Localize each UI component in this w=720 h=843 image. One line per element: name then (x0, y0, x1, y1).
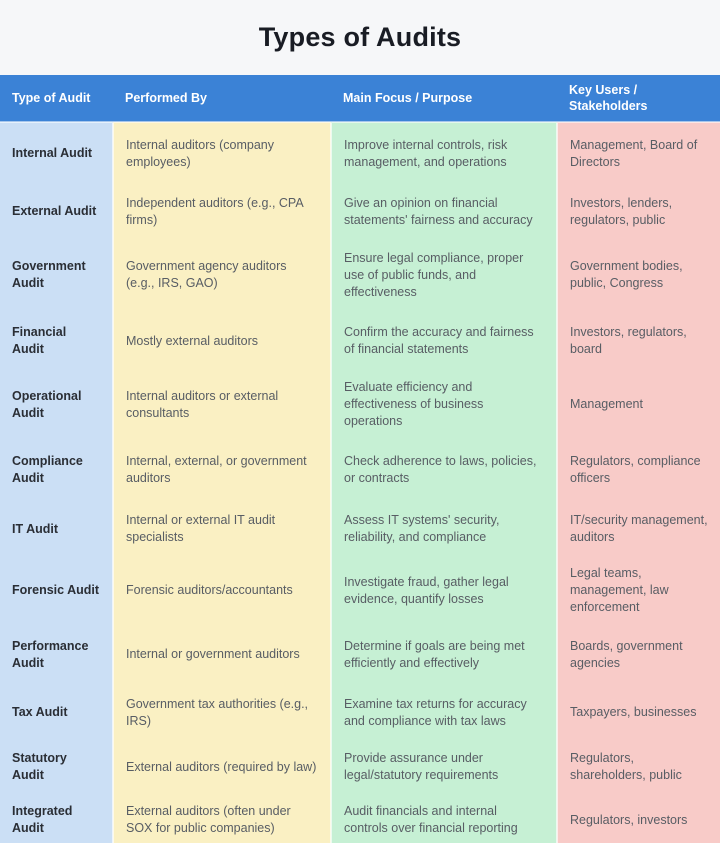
cell-performed-by: External auditors (often under SOX for public companies) (113, 794, 331, 843)
cell-audit-type: Integrated Audit (0, 794, 113, 843)
table-row (0, 624, 720, 685)
table-row (0, 501, 720, 557)
cell-users: Management (557, 371, 720, 438)
cell-audit-type: Operational Audit (0, 371, 113, 438)
cell-performed-by: Internal auditors (company employees) (113, 122, 331, 184)
cell-focus: Assess IT systems' security, reliability, and compliance (331, 501, 557, 557)
cell-audit-type: Statutory Audit (0, 740, 113, 794)
cell-users: Investors, lenders, regulators, public (557, 184, 720, 239)
table-row (0, 438, 720, 501)
cell-audit-type: Financial Audit (0, 311, 113, 371)
cell-performed-by: Government tax authorities (e.g., IRS) (113, 685, 331, 740)
cell-performed-by: External auditors (required by law) (113, 740, 331, 794)
title-band (0, 0, 720, 75)
cell-users: Regulators, investors (557, 794, 720, 843)
page-title: Types of Audits (258, 22, 462, 52)
table-row (0, 794, 720, 843)
cell-focus: Evaluate efficiency and effectiveness of business operations (331, 371, 557, 438)
cell-users: Taxpayers, businesses (557, 685, 720, 740)
cell-users: Regulators, compliance officers (557, 438, 720, 501)
cell-performed-by: Mostly external auditors (113, 311, 331, 371)
cell-audit-type: Government Audit (0, 239, 113, 311)
cell-focus: Determine if goals are being met efficiently and effectively (331, 624, 557, 685)
cell-audit-type: External Audit (0, 184, 113, 239)
cell-focus: Audit financials and internal controls over financial reporting (331, 794, 557, 843)
cell-audit-type: Tax Audit (0, 685, 113, 740)
cell-performed-by: Internal auditors or external consultants (113, 371, 331, 438)
table-row (0, 239, 720, 311)
audits-table (0, 75, 720, 843)
cell-users: Investors, regulators, board (557, 311, 720, 371)
cell-users: Legal teams, management, law enforcement (557, 557, 720, 624)
cell-focus: Improve internal controls, risk management, and operations (331, 122, 557, 184)
cell-focus: Provide assurance under legal/statutory requirements (331, 740, 557, 794)
cell-users: Government bodies, public, Congress (557, 239, 720, 311)
cell-focus: Confirm the accuracy and fairness of financial statements (331, 311, 557, 371)
table-row (0, 557, 720, 624)
cell-audit-type: Forensic Audit (0, 557, 113, 624)
header-cell-performed-by: Performed By (113, 75, 331, 122)
cell-users: Regulators, shareholders, public (557, 740, 720, 794)
table-row (0, 371, 720, 438)
cell-users: Management, Board of Directors (557, 122, 720, 184)
cell-performed-by: Internal, external, or government auditors (113, 438, 331, 501)
cell-performed-by: Government agency auditors (e.g., IRS, GAO) (113, 239, 331, 311)
cell-performed-by: Forensic auditors/accountants (113, 557, 331, 624)
cell-audit-type: Internal Audit (0, 122, 113, 184)
cell-users: IT/security management, auditors (557, 501, 720, 557)
cell-performed-by: Internal or government auditors (113, 624, 331, 685)
table-row (0, 685, 720, 740)
header-cell-users: Key Users / Stakeholders (557, 75, 720, 122)
header-cell-type: Type of Audit (0, 75, 113, 122)
table-header-row (0, 75, 720, 122)
cell-performed-by: Independent auditors (e.g., CPA firms) (113, 184, 331, 239)
cell-audit-type: IT Audit (0, 501, 113, 557)
cell-audit-type: Compliance Audit (0, 438, 113, 501)
cell-focus: Give an opinion on financial statements' fairness and accuracy (331, 184, 557, 239)
cell-focus: Ensure legal compliance, proper use of public funds, and effectiveness (331, 239, 557, 311)
table-row (0, 184, 720, 239)
table-row (0, 311, 720, 371)
cell-performed-by: Internal or external IT audit specialists (113, 501, 331, 557)
cell-focus: Examine tax returns for accuracy and compliance with tax laws (331, 685, 557, 740)
cell-users: Boards, government agencies (557, 624, 720, 685)
table-row (0, 740, 720, 794)
cell-audit-type: Performance Audit (0, 624, 113, 685)
header-cell-focus: Main Focus / Purpose (331, 75, 557, 122)
cell-focus: Check adherence to laws, policies, or contracts (331, 438, 557, 501)
cell-focus: Investigate fraud, gather legal evidence, quantify losses (331, 557, 557, 624)
table-row (0, 122, 720, 184)
